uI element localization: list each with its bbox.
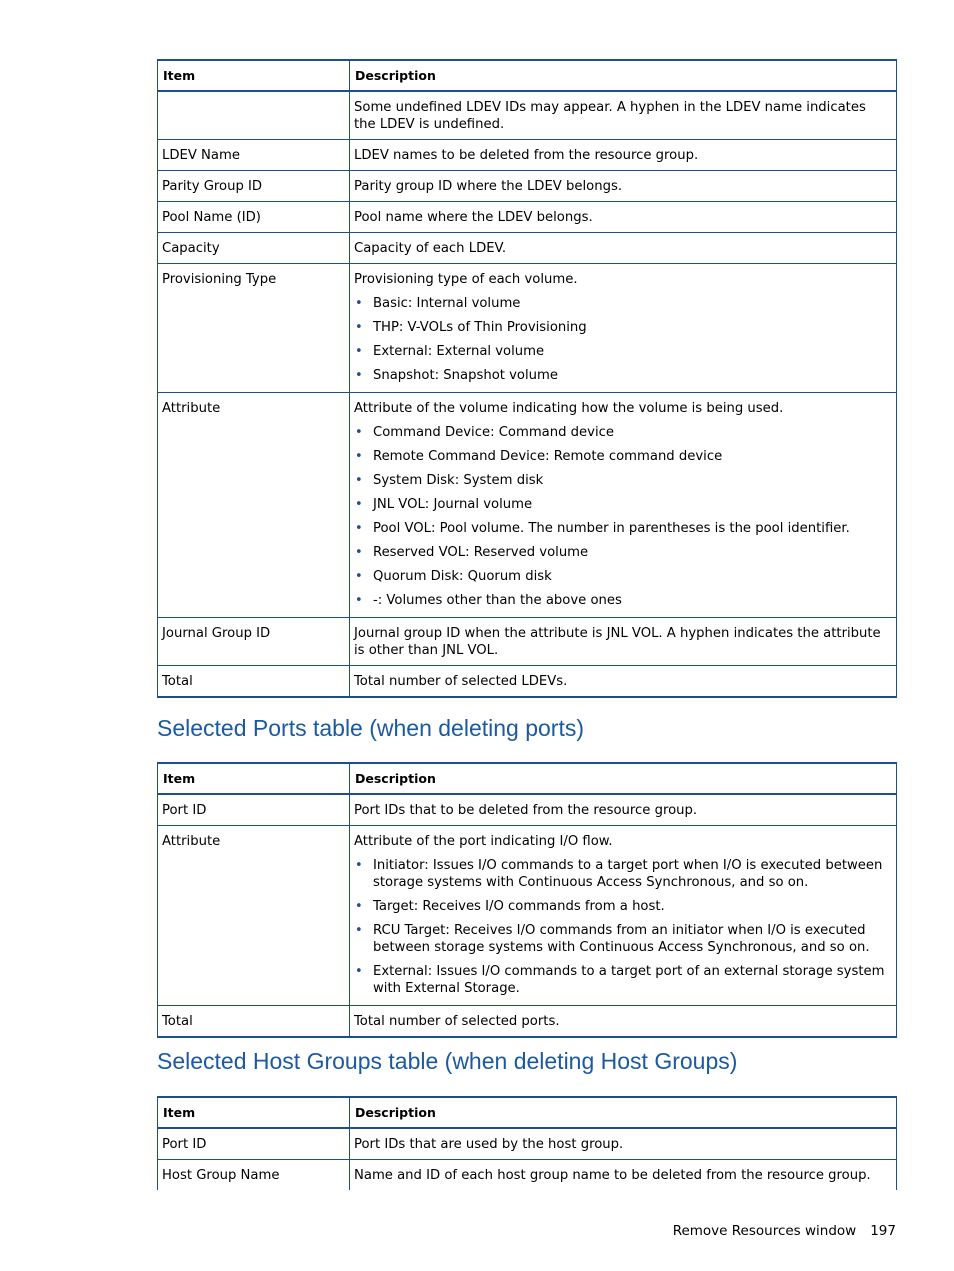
list-item-text: External: Issues I/O commands to a target port of an external storage system with External Storage. bbox=[373, 964, 885, 996]
description-text: Parity group ID where the LDEV belongs. bbox=[354, 179, 623, 194]
table-header bbox=[158, 60, 897, 91]
column-header-item: Item bbox=[158, 60, 350, 91]
list-item-text: Reserved VOL: Reserved volume bbox=[373, 545, 589, 560]
ports-table bbox=[157, 762, 897, 1038]
bullet-icon: • bbox=[355, 473, 363, 488]
description-cell bbox=[350, 171, 897, 202]
item-cell: Provisioning Type bbox=[158, 264, 350, 393]
bullet-icon: • bbox=[355, 569, 363, 584]
list-item-text: Initiator: Issues I/O commands to a target port when I/O is executed between storage systems with Continuous Access Synchronous, and so on. bbox=[373, 858, 883, 890]
ports-section-heading: Selected Ports table (when deleting ports) bbox=[157, 715, 585, 741]
item-cell: Journal Group ID bbox=[158, 618, 350, 666]
description-cell bbox=[350, 1006, 897, 1038]
table-row bbox=[158, 618, 897, 666]
list-item bbox=[354, 343, 891, 360]
table-row bbox=[158, 233, 897, 264]
item-cell: Pool Name (ID) bbox=[158, 202, 350, 233]
list-item bbox=[354, 472, 891, 489]
list-item bbox=[354, 367, 891, 384]
description-text: Pool name where the LDEV belongs. bbox=[354, 210, 593, 225]
description-text: Attribute of the port indicating I/O flow. bbox=[354, 834, 613, 849]
list-item bbox=[354, 319, 891, 336]
table-header bbox=[158, 763, 897, 794]
description-cell bbox=[350, 140, 897, 171]
column-header-item: Item bbox=[158, 1097, 350, 1128]
description-text: Provisioning type of each volume. bbox=[354, 272, 578, 287]
bullet-icon: • bbox=[355, 344, 363, 359]
list-item bbox=[354, 898, 891, 915]
list-item bbox=[354, 424, 891, 441]
table-row bbox=[158, 1160, 897, 1191]
list-item-text: RCU Target: Receives I/O commands from an initiator when I/O is executed between storage systems with Continuous Access Synchronous, and so on. bbox=[373, 923, 870, 955]
footer-section-title: Remove Resources window bbox=[672, 1223, 857, 1239]
bullet-icon: • bbox=[355, 545, 363, 560]
bullet-list bbox=[354, 857, 891, 997]
description-text: Port IDs that are used by the host group. bbox=[354, 1137, 624, 1152]
description-cell bbox=[350, 393, 897, 618]
host-groups-section-heading: Selected Host Groups table (when deleting Host Groups) bbox=[157, 1048, 738, 1074]
bullet-list bbox=[354, 295, 891, 384]
list-item-text: Snapshot: Snapshot volume bbox=[373, 368, 558, 383]
bullet-icon: • bbox=[355, 923, 363, 938]
bullet-icon: • bbox=[355, 964, 363, 979]
description-cell bbox=[350, 264, 897, 393]
bullet-list bbox=[354, 424, 891, 609]
description-cell bbox=[350, 1128, 897, 1160]
table-row bbox=[158, 171, 897, 202]
bullet-icon: • bbox=[355, 449, 363, 464]
item-cell: Parity Group ID bbox=[158, 171, 350, 202]
bullet-icon: • bbox=[355, 368, 363, 383]
description-text: Total number of selected LDEVs. bbox=[354, 674, 568, 689]
item-cell: Port ID bbox=[158, 1128, 350, 1160]
bullet-icon: • bbox=[355, 296, 363, 311]
list-item-text: THP: V-VOLs of Thin Provisioning bbox=[373, 320, 587, 335]
item-cell: Port ID bbox=[158, 794, 350, 826]
table-header bbox=[158, 1097, 897, 1128]
table-row bbox=[158, 91, 897, 140]
description-cell bbox=[350, 794, 897, 826]
description-text: Journal group ID when the attribute is JNL VOL. A hyphen indicates the attribute is other than JNL VOL. bbox=[354, 626, 881, 658]
table-row bbox=[158, 140, 897, 171]
item-cell: Total bbox=[158, 666, 350, 698]
ldev-table bbox=[157, 59, 897, 698]
description-cell bbox=[350, 826, 897, 1006]
description-text: Port IDs that to be deleted from the resource group. bbox=[354, 803, 698, 818]
column-header-item: Item bbox=[158, 763, 350, 794]
table-row bbox=[158, 264, 897, 393]
page-number: 197 bbox=[870, 1223, 896, 1239]
bullet-icon: • bbox=[355, 497, 363, 512]
item-cell bbox=[158, 91, 350, 140]
list-item-text: Target: Receives I/O commands from a host. bbox=[373, 899, 665, 914]
description-cell bbox=[350, 202, 897, 233]
list-item-text: Remote Command Device: Remote command device bbox=[373, 449, 723, 464]
column-header-description: Description bbox=[350, 763, 897, 794]
column-header-description: Description bbox=[350, 1097, 897, 1128]
description-text: Capacity of each LDEV. bbox=[354, 241, 507, 256]
list-item bbox=[354, 592, 891, 609]
list-item-text: Command Device: Command device bbox=[373, 425, 614, 440]
column-header-description: Description bbox=[350, 60, 897, 91]
table-row bbox=[158, 202, 897, 233]
description-cell bbox=[350, 91, 897, 140]
table-row bbox=[158, 666, 897, 698]
description-text: Total number of selected ports. bbox=[354, 1014, 560, 1029]
description-text: Some undefined LDEV IDs may appear. A hyphen in the LDEV name indicates the LDEV is undefined. bbox=[354, 100, 866, 132]
description-text: Name and ID of each host group name to be deleted from the resource group. bbox=[354, 1168, 871, 1183]
list-item-text: Quorum Disk: Quorum disk bbox=[373, 569, 552, 584]
list-item-text: JNL VOL: Journal volume bbox=[373, 497, 533, 512]
table-row bbox=[158, 1006, 897, 1038]
list-item bbox=[354, 520, 891, 537]
bullet-icon: • bbox=[355, 899, 363, 914]
list-item-text: System Disk: System disk bbox=[373, 473, 544, 488]
table-row bbox=[158, 794, 897, 826]
description-cell bbox=[350, 618, 897, 666]
bullet-icon: • bbox=[355, 521, 363, 536]
item-cell: LDEV Name bbox=[158, 140, 350, 171]
list-item bbox=[354, 295, 891, 312]
item-cell: Host Group Name bbox=[158, 1160, 350, 1191]
description-cell bbox=[350, 233, 897, 264]
list-item bbox=[354, 544, 891, 561]
item-cell: Attribute bbox=[158, 393, 350, 618]
list-item bbox=[354, 857, 891, 891]
bullet-icon: • bbox=[355, 320, 363, 335]
list-item-text: -: Volumes other than the above ones bbox=[373, 593, 622, 608]
description-text: LDEV names to be deleted from the resource group. bbox=[354, 148, 699, 163]
bullet-icon: • bbox=[355, 425, 363, 440]
bullet-icon: • bbox=[355, 593, 363, 608]
list-item bbox=[354, 496, 891, 513]
list-item bbox=[354, 448, 891, 465]
item-cell: Attribute bbox=[158, 826, 350, 1006]
table-row bbox=[158, 1128, 897, 1160]
description-cell bbox=[350, 1160, 897, 1191]
table-row bbox=[158, 393, 897, 618]
description-text: Attribute of the volume indicating how the volume is being used. bbox=[354, 401, 784, 416]
host-groups-table bbox=[157, 1096, 897, 1190]
list-item-text: Basic: Internal volume bbox=[373, 296, 521, 311]
list-item-text: External: External volume bbox=[373, 344, 545, 359]
description-cell bbox=[350, 666, 897, 698]
table-row bbox=[158, 826, 897, 1006]
page-footer bbox=[673, 1223, 896, 1239]
item-cell: Total bbox=[158, 1006, 350, 1038]
list-item-text: Pool VOL: Pool volume. The number in parentheses is the pool identifier. bbox=[373, 521, 850, 536]
bullet-icon: • bbox=[355, 858, 363, 873]
item-cell: Capacity bbox=[158, 233, 350, 264]
list-item bbox=[354, 568, 891, 585]
list-item bbox=[354, 963, 891, 997]
list-item bbox=[354, 922, 891, 956]
